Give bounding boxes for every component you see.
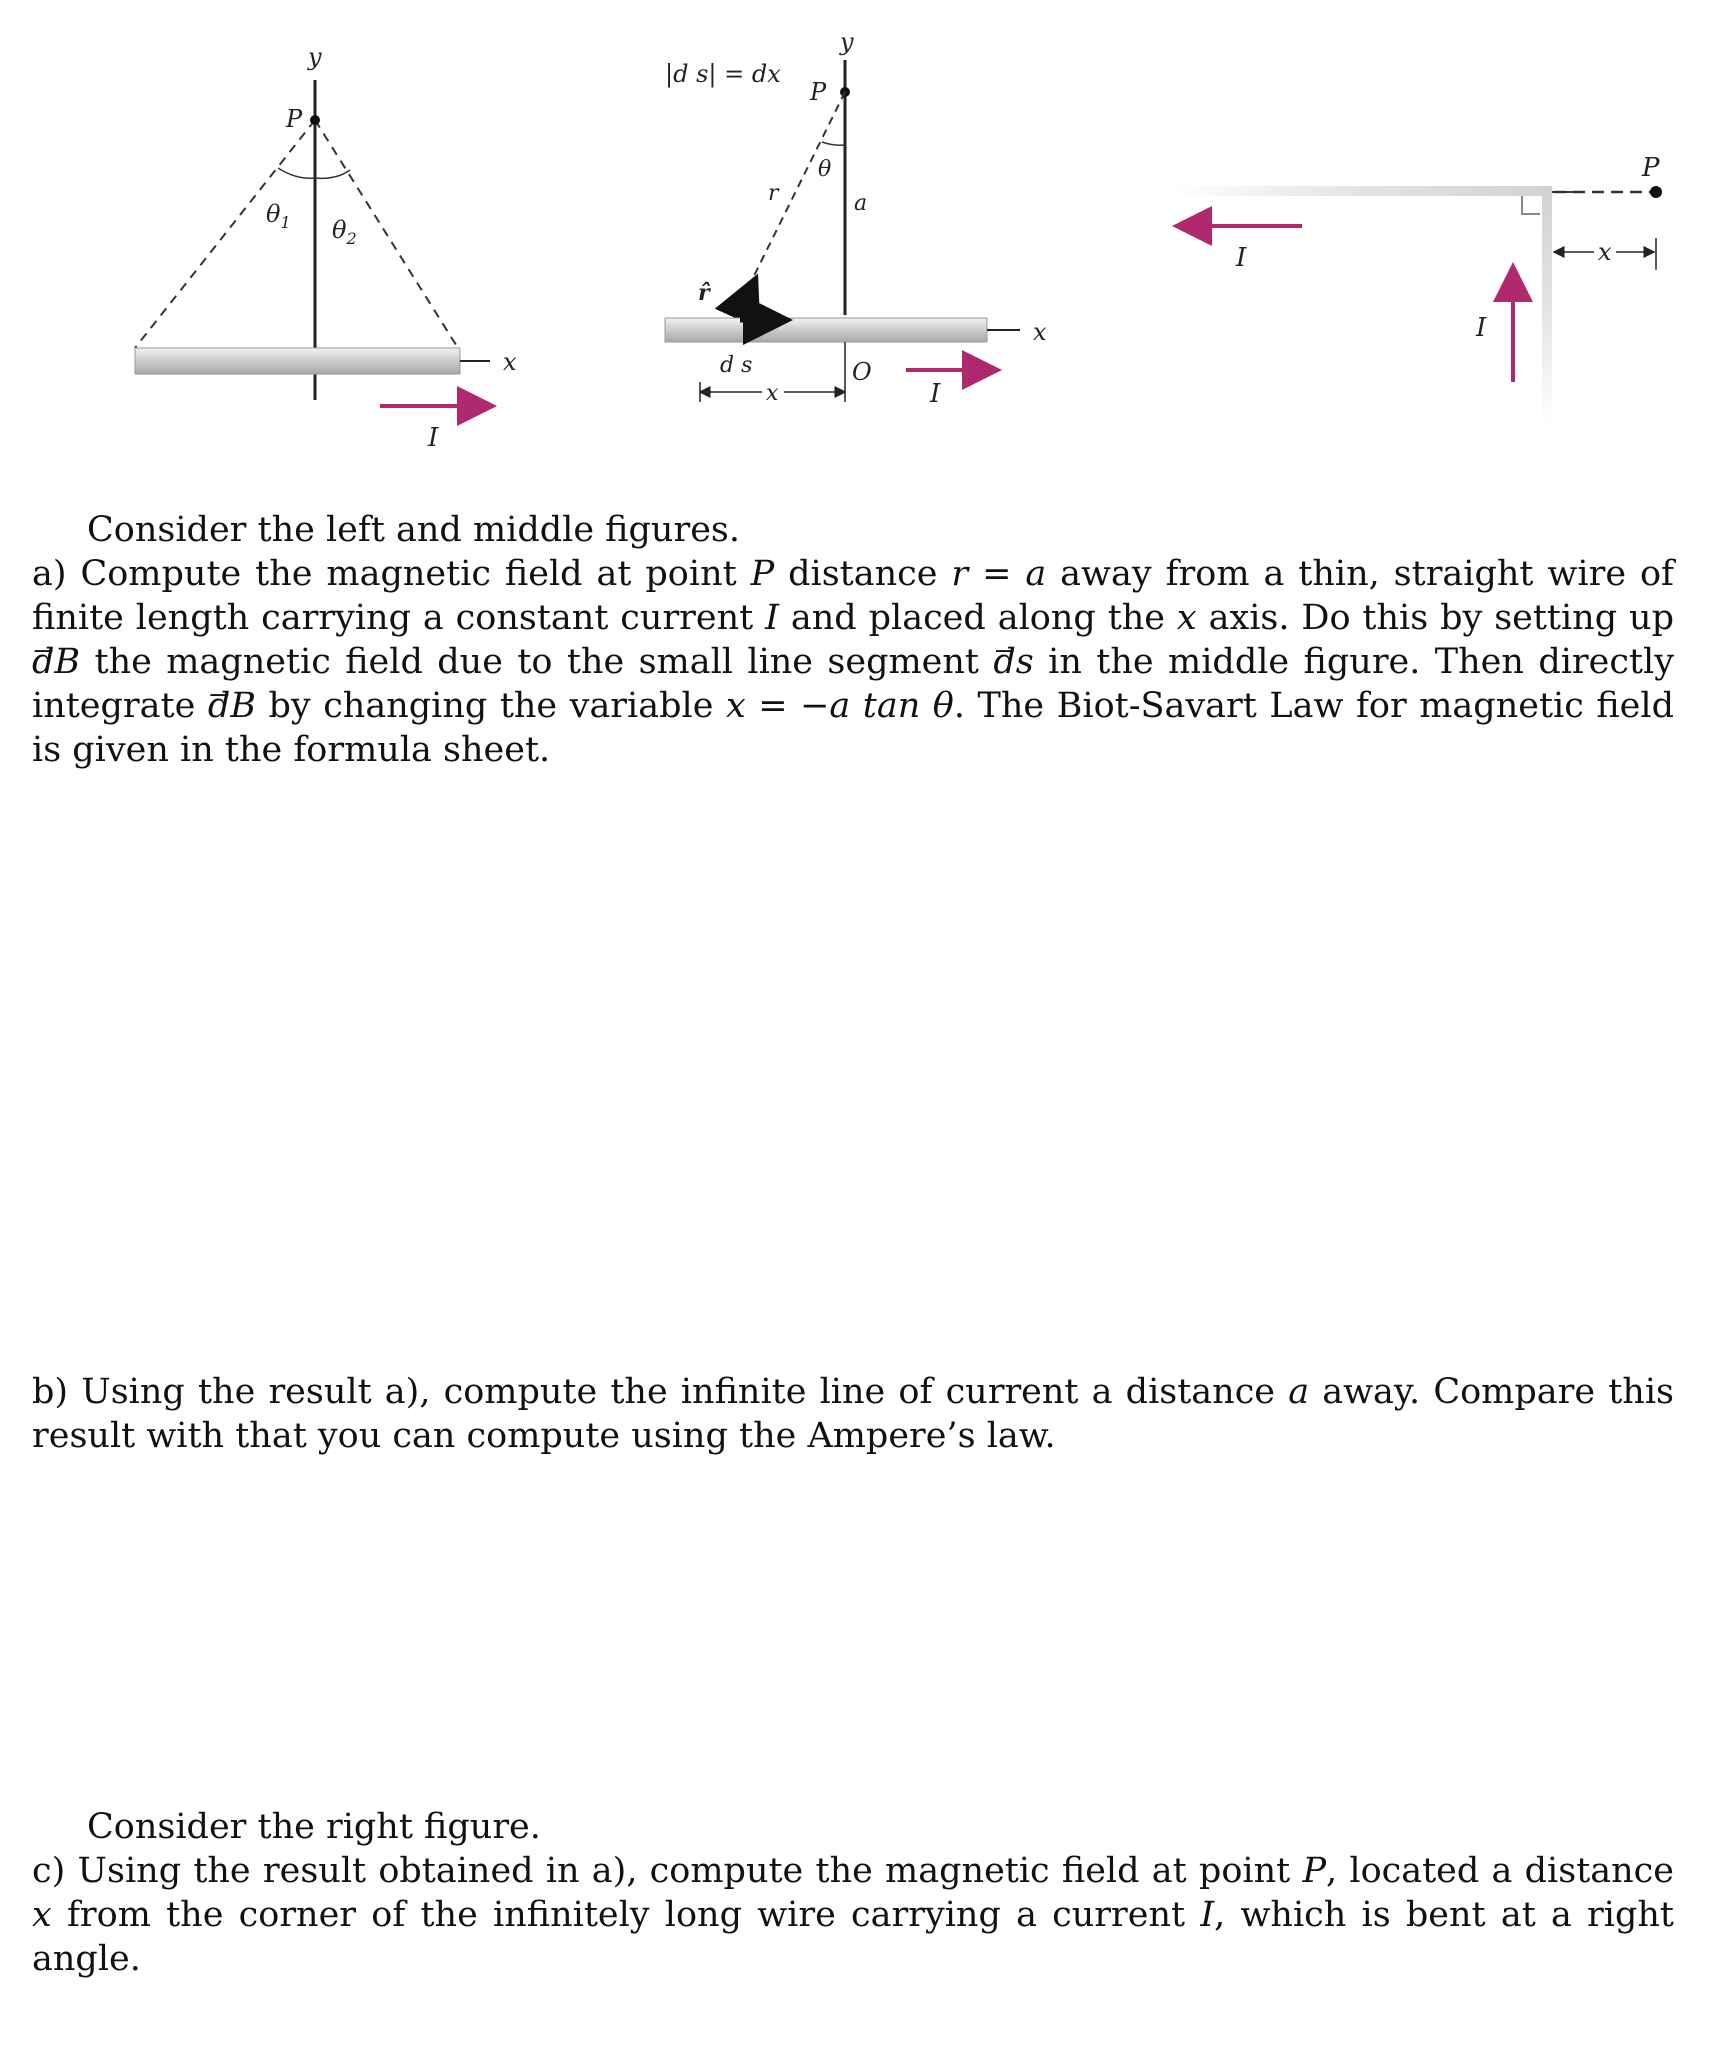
dashed-line-left [135, 120, 315, 348]
question-b-text: b) Using the result a), compute the infinite line of current a distance a away. Compare this result with that you can compute using the Ampere’s law. [32, 1372, 1674, 1456]
figure-left [50, 0, 550, 470]
intro-left-middle: Consider the left and middle figures. [87, 510, 741, 550]
origin-label: O [852, 358, 872, 386]
wire-vertical [1542, 186, 1552, 426]
wire [135, 348, 460, 374]
a-label: a [854, 191, 868, 216]
point-p-label: P [810, 78, 827, 106]
question-c [32, 1805, 1674, 1981]
figure-middle [590, 0, 1110, 430]
question-a [32, 508, 1674, 772]
theta1-arc [278, 168, 315, 178]
question-c-text: c) Using the result obtained in a), compute the magnetic field at point P, located a distance x from the corner of the infinitely long wire carrying a current I, which is bent at a right angle. [32, 1851, 1674, 1979]
theta-arc [822, 142, 845, 145]
figure-right [1140, 0, 1700, 440]
wire [665, 318, 987, 342]
ds-label: d s [720, 353, 753, 378]
question-b [32, 1370, 1674, 1458]
question-a-text: a) Compute the magnetic field at point P distance r = a away from a thin, straight wire of finite length carrying a constant current I and placed along the x axis. Do this by setting up → dB the magnetic field due to the small line segment → ds in the middle figure. Then directly integrate → dB by changing the variable x = −a tan θ. The Biot-Savart Law for magnetic field is given in the formula sheet. [32, 552, 1674, 772]
x-axis-label: x [1033, 318, 1047, 346]
rhat-label: r̂ [698, 280, 710, 306]
intro-right: Consider the right figure. [87, 1807, 541, 1847]
x-distance-label: x [766, 381, 779, 406]
rhat-vector [738, 278, 756, 318]
current-label-horizontal: I [1236, 243, 1247, 273]
wire-horizontal [1170, 186, 1552, 196]
theta2-label: $\theta_2$ [332, 216, 357, 248]
current-label: I [428, 423, 439, 453]
point-p [1650, 186, 1662, 198]
point-p-label: P [1642, 153, 1660, 183]
theta1-label: $\theta_1$ [266, 200, 291, 232]
point-p-label: P [286, 105, 303, 133]
x-distance-label: x [1598, 238, 1612, 266]
theta2-arc [315, 170, 350, 178]
current-label-vertical: I [1476, 313, 1487, 343]
x-axis-label: x [503, 348, 517, 376]
dashed-r-line [747, 92, 845, 290]
right-angle-marker [1522, 196, 1540, 214]
r-label: r [768, 181, 779, 206]
theta-label: θ [818, 157, 832, 182]
point-p [310, 115, 320, 125]
ds-equation: |d s| = dx [665, 60, 781, 88]
y-axis-label: y [840, 28, 854, 56]
current-label: I [930, 379, 941, 409]
y-axis-label: y [308, 43, 322, 71]
